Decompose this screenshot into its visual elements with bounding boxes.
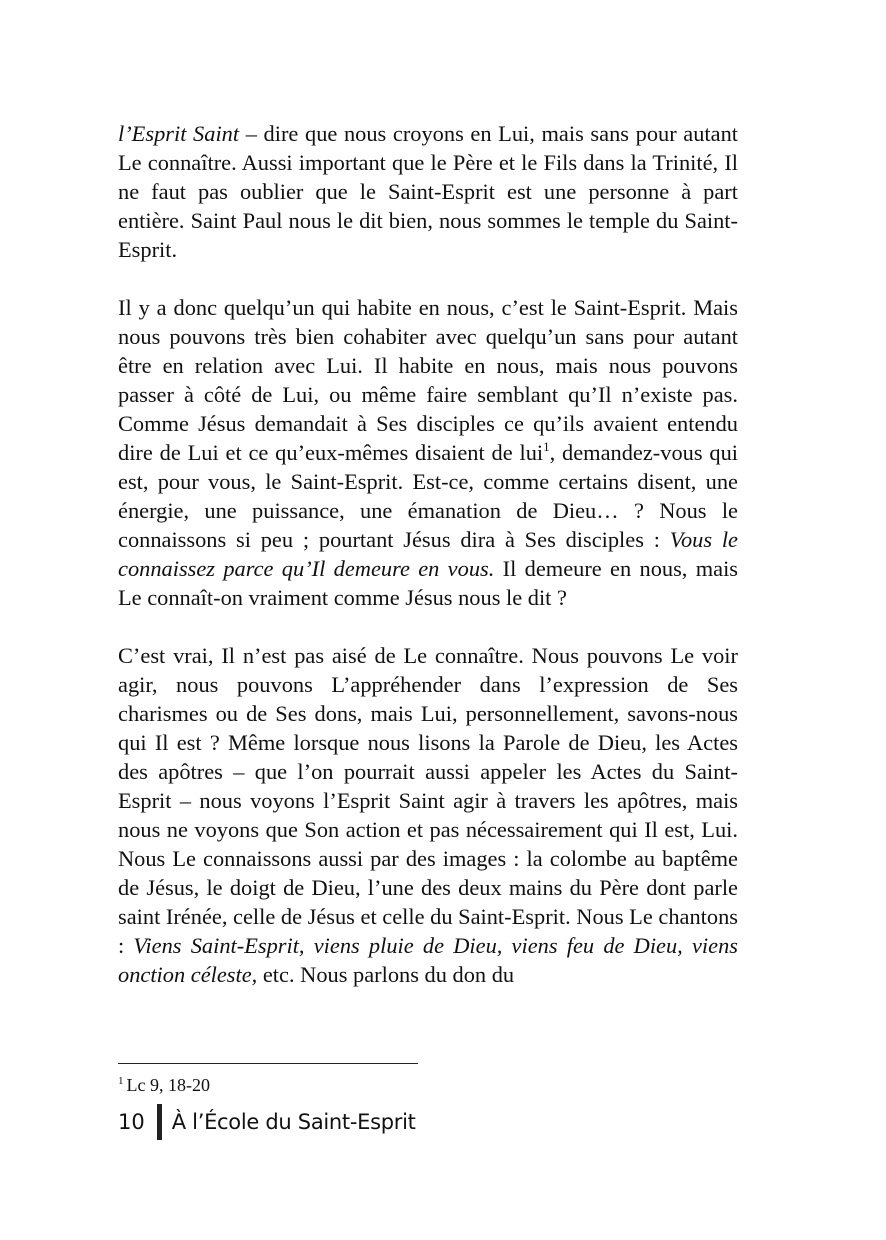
page-body	[118, 119, 738, 989]
footnote-reference[interactable]: 1	[543, 439, 550, 454]
footer-separator-bar	[157, 1104, 162, 1140]
paragraph-2-quote: Vous le connaissez parce qu’Il demeure en vous.	[118, 527, 739, 581]
paragraph-1-text: – dire que nous croyons en Lui, mais sans pour autant Le connaître. Aussi important que le Père et le Fils dans la Trinité, Il ne faut pas oublier que le Saint-Esprit est une personne à part entière. Saint Paul nous le dit bien, nous sommes le temple du Saint-Esprit.	[118, 121, 739, 262]
running-title: À l’École du Saint-Esprit	[171, 1110, 416, 1134]
paragraph-3-text-b: etc. Nous parlons du don du	[257, 962, 515, 987]
paragraph-2	[118, 293, 738, 612]
paragraph-1	[118, 119, 738, 264]
paragraph-2-text-c: Il demeure en nous, mais Le connaît-on vraiment comme Jésus nous le dit ?	[118, 556, 738, 610]
paragraph-1-italic: l’Esprit Saint	[118, 121, 240, 146]
page-number: 10	[118, 1110, 145, 1134]
footnote-divider	[118, 1063, 418, 1064]
paragraph-2-text-a: Il y a donc quelqu’un qui habite en nous, c’est le Saint-Esprit. Mais nous pouvons très bien cohabiter avec quelqu’un sans pour autant être en relation avec Lui. Il habite en nous, mais nous pouvons passer à côté de Lui, ou même faire semblant qu’Il n’existe pas. Comme Jésus demandait à Ses disciples ce qu’ils avaient entendu dire de Lui et ce qu’eux-mêmes disaient de lui	[118, 295, 738, 465]
paragraph-3	[118, 641, 738, 989]
footnote-number: 1	[118, 1075, 124, 1087]
footnote	[118, 1073, 210, 1097]
page-footer	[118, 1104, 416, 1140]
paragraph-3-text-a: C’est vrai, Il n’est pas aisé de Le connaître. Nous pouvons Le voir agir, nous pouvons L’appréhender dans l’expression de Ses charismes ou de Ses dons, mais Lui, personnellement, savons-nous qui Il est ? Même lorsque nous lisons la Parole de Dieu, les Actes des apôtres – que l’on pourrait aussi appeler les Actes du Saint-Esprit – nous voyons l’Esprit Saint agir à travers les apôtres, mais nous ne voyons que Son action et pas nécessairement qui Il est, Lui. Nous Le connaissons aussi par des images : la colombe au baptême de Jésus, le doigt de Dieu, l’une des deux mains du Père dont parle saint Irénée, celle de Jésus et celle du Saint-Esprit. Nous Le chantons :	[118, 643, 738, 958]
footnote-text: Lc 9, 18-20	[126, 1075, 210, 1095]
paragraph-3-chant: Viens Saint-Esprit, viens pluie de Dieu, viens feu de Dieu, viens onction céleste,	[118, 933, 738, 987]
paragraph-2-text-b: , demandez-vous qui est, pour vous, le Saint-Esprit. Est-ce, comme certains disent, une énergie, une puissance, une émanation de Dieu… ? Nous le connaissons si peu ; pourtant Jésus dira à Ses disciples :	[118, 440, 738, 552]
